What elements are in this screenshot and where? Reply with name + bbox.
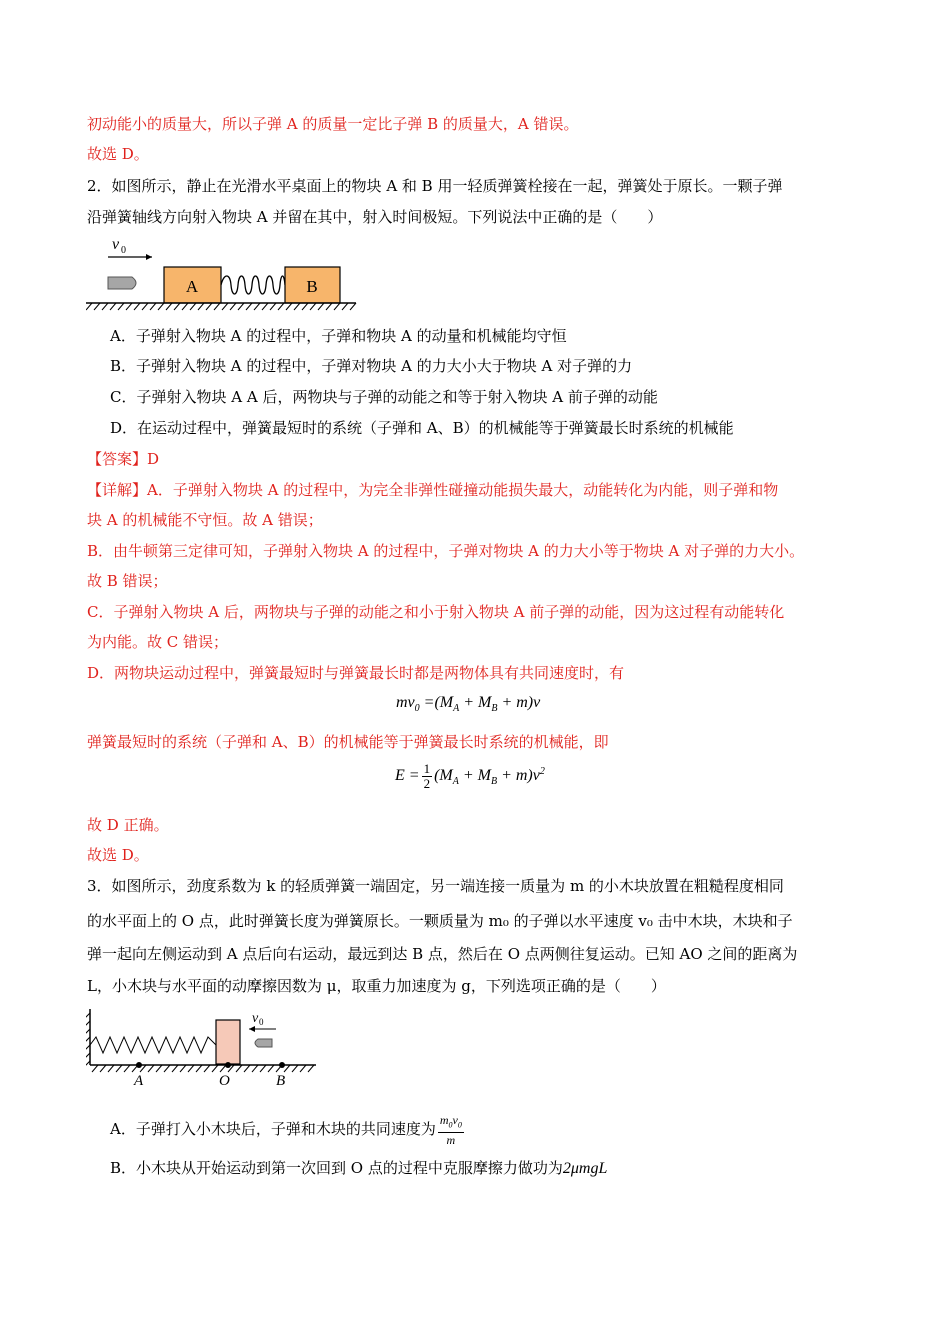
question-2-stem-cont: 沿弹簧轴线方向射入物块 A 并留在其中，射入时间极短。下列说法中正确的是（ ） xyxy=(87,208,663,226)
ground-hatch xyxy=(86,303,356,310)
equation-energy: E = $\frac{1}{2}$ $(M_A + M_B + m)v^2$ xyxy=(395,761,545,791)
explain-line-8: 弹簧最短时的系统（子弹和 A、B）的机械能等于弹簧最长时系统的机械能，即 xyxy=(87,733,609,751)
point-o-dot xyxy=(225,1062,231,1068)
explain-line-4: 故 B 错误； xyxy=(87,572,168,590)
point-b-dot xyxy=(279,1062,285,1068)
q2-option-b[interactable]: B．子弹射入物块 A 的过程中，子弹对物块 A 的力大小大于物块 A 对子弹的力 xyxy=(110,357,633,375)
choose-answer: 故选 D。 xyxy=(87,145,149,163)
velocity-arrowhead xyxy=(249,1026,255,1032)
block-b-label: B xyxy=(306,277,318,296)
bullet-shape xyxy=(255,1039,272,1047)
q3-option-a[interactable] xyxy=(110,1113,464,1147)
explain-line-6: 为内能。故 C 错误； xyxy=(87,633,229,651)
explain-line-7: D．两物块运动过程中，弹簧最短时与弹簧最长时都是两物体具有共同速度时，有 xyxy=(87,664,625,682)
question-3-stem-4: L，小木块与水平面的动摩擦因数为 μ，取重力加速度为 g，下列选项正确的是（ ） xyxy=(87,977,666,995)
point-b-label: B xyxy=(276,1073,286,1089)
explanation-line: 初动能小的质量大，所以子弹 A 的质量一定比子弹 B 的质量大，A 错误。 xyxy=(87,115,579,133)
point-a-dot xyxy=(136,1062,142,1068)
question-2-stem: 2．如图所示，静止在光滑水平桌面上的物块 A 和 B 用一轻质弹簧栓接在一起，弹簧处于原长。一颗子弹 xyxy=(87,177,783,195)
q2-option-c[interactable]: C．子弹射入物块 A A 后，两物块与子弹的动能之和等于射入物块 A 前子弹的动能 xyxy=(110,388,658,406)
equation-momentum: $mv_0 =(M_A + M_B + m)v$ xyxy=(396,694,541,714)
q3-option-b-text: B．小木块从开始运动到第一次回到 O 点的过程中克服摩擦力做功为 xyxy=(110,1159,563,1177)
wooden-block xyxy=(216,1020,240,1064)
figure-spring-wall-block xyxy=(86,1005,326,1090)
velocity-arrowhead xyxy=(146,254,152,260)
q3-option-b[interactable] xyxy=(110,1158,607,1179)
spring-shape xyxy=(221,276,285,294)
q2-option-a[interactable]: A．子弹射入物块 A 的过程中，子弹和物块 A 的动量和机械能均守恒 xyxy=(110,327,567,345)
explain-line-9: 故 D 正确。 xyxy=(87,816,169,834)
figure-spring-blocks xyxy=(86,232,361,314)
explain-line-2: 块 A 的机械能不守恒。故 A 错误； xyxy=(87,511,323,529)
explain-line-5: C．子弹射入物块 A 后，两物块与子弹的动能之和小于射入物块 A 前子弹的动能，因为这过程有动能转化 xyxy=(87,603,785,621)
question-3-stem-3: 弹一起向左侧运动到 A 点后向右运动，最远到达 B 点，然后在 O 点两侧往复运动。已知 AO 之间的距离为 xyxy=(87,945,798,963)
explain-line-3: B．由牛顿第三定律可知，子弹射入物块 A 的过程中，子弹对物块 A 的力大小等于物块 A 对子弹的力大小。 xyxy=(87,542,805,560)
bullet-shape xyxy=(108,277,136,289)
spring-shape xyxy=(90,1037,216,1053)
question-3-stem: 3．如图所示，劲度系数为 k 的轻质弹簧一端固定，另一端连接一质量为 m 的小木块放置在粗糙程度相同 xyxy=(87,877,784,895)
v0-subscript: 0 xyxy=(121,245,126,256)
q3-option-a-fraction: $\frac{m_0v_0}{m}$ xyxy=(439,1113,462,1148)
point-o-label: O xyxy=(219,1073,230,1089)
answer-label: 【答案】D xyxy=(87,450,160,468)
v0-subscript: 0 xyxy=(259,1017,264,1027)
block-a-label: A xyxy=(185,277,199,296)
q3-option-a-text: A．子弹打入小木块后，子弹和木块的共同速度为 xyxy=(110,1120,436,1139)
q3-option-b-value: 2μmgL xyxy=(562,1160,608,1177)
q2-option-d[interactable]: D．在运动过程中，弹簧最短时的系统（子弹和 A、B）的机械能等于弹簧最长时系统的机械能 xyxy=(110,419,734,437)
explain-line-1: 【详解】A．子弹射入物块 A 的过程中，为完全非弹性碰撞动能损失最大，动能转化为内能，则子弹和物 xyxy=(87,481,779,499)
question-3-stem-2: 的水平面上的 O 点，此时弹簧长度为弹簧原长。一颗质量为 m₀ 的子弹以水平速度 v₀ 击中木块，木块和子 xyxy=(87,912,793,930)
point-a-label: A xyxy=(134,1073,144,1089)
explain-line-10: 故选 D。 xyxy=(87,846,149,864)
v0-label: v xyxy=(112,236,120,253)
v0-label: v xyxy=(252,1011,259,1026)
